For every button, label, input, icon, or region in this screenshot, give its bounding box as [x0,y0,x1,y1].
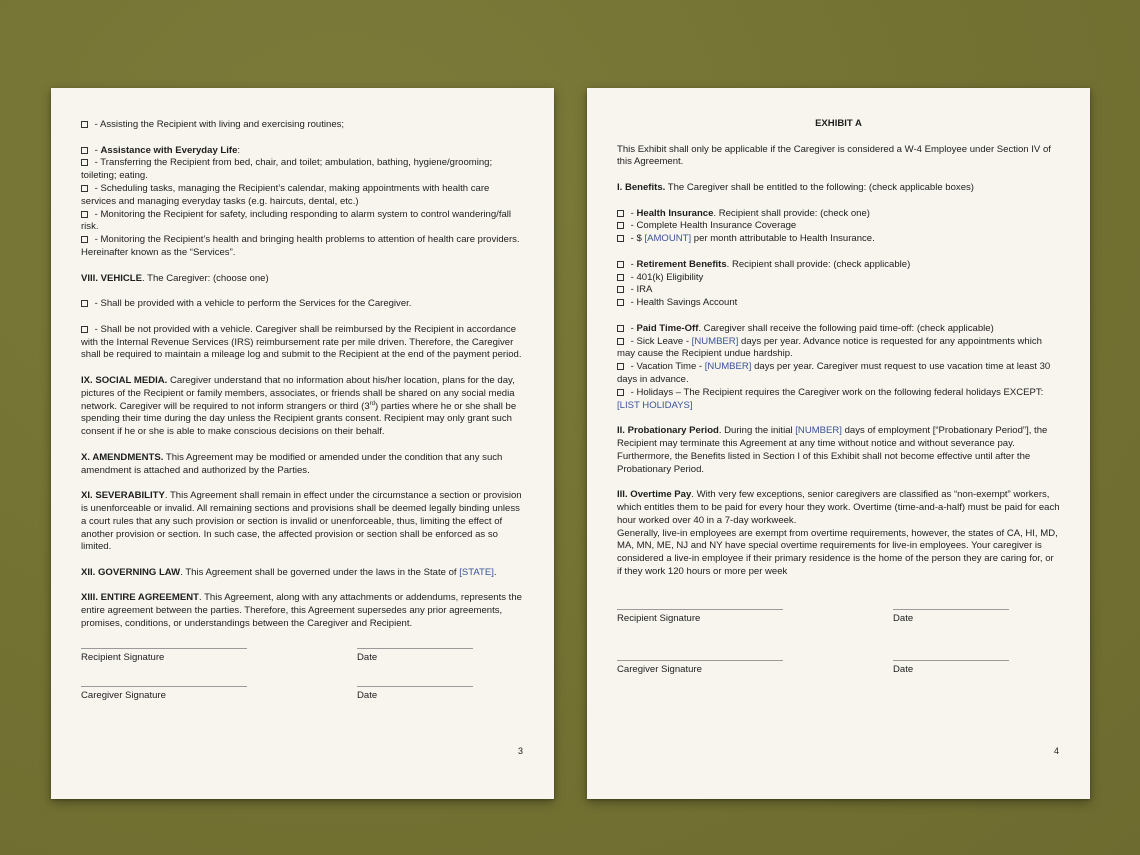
checkbox[interactable] [617,235,624,242]
signature-line[interactable] [617,660,783,661]
pto-option-holidays: - Holidays – The Recipient requires the Caregiver work on the following federal holidays EXCEPT: [LIST HOLIDAYS] [617,386,1044,411]
signature-row-recipient [617,609,1060,660]
date-label: Date [893,663,914,675]
signature-row-caregiver [81,686,524,726]
page-number: 3 [517,746,523,757]
checkbox[interactable] [81,326,88,333]
health-option-complete: - Complete Health Insurance Coverage [617,220,1060,233]
page-number: 4 [1053,746,1059,757]
checkbox[interactable] [81,121,88,128]
document-page-4 [587,88,1090,799]
checkbox[interactable] [81,211,88,218]
section-amendments: X. AMENDMENTS. This Agreement may be modified or amended under the condition that any such amendment is attached and authorized by the Parties. [81,451,503,476]
section-benefits: I. Benefits. The Caregiver shall be entitled to the following: (check applicable boxes) [617,181,974,193]
retirement-option-401k: - 401(k) Eligibility [617,272,1060,285]
checkbox[interactable] [617,286,624,293]
checkbox[interactable] [81,236,88,243]
signature-label: Caregiver Signature [81,689,166,701]
checkbox[interactable] [617,222,624,229]
number-placeholder[interactable]: [NUMBER] [691,335,739,347]
retirement-option-hsa: - Health Savings Account [617,297,1060,310]
service-item-monitor-safety: - Monitoring the Recipient for safety, including responding to alarm system to control wandering/fall risk. [81,208,512,233]
date-line[interactable] [893,609,1009,610]
vehicle-option-provided: - Shall be provided with a vehicle to perform the Services for the Caregiver. [81,298,524,311]
services-definition: Hereinafter known as the “Services”. [81,246,236,258]
document-page-3 [51,88,554,799]
signature-line[interactable] [81,686,247,687]
signature-row-caregiver [617,660,1060,700]
benefit-retirement-heading: - Retirement Benefits. Recipient shall provide: (check applicable) [617,259,1060,272]
section-overtime-pay: III. Overtime Pay. With very few exceptions, senior caregivers are classified as “non-exempt” workers, which entitles them to be paid for every hour they work. Overtime (time-and-a-half) must be paid for each hour worked over 40 in a 7-day workweek. [617,489,1060,526]
checkbox[interactable] [617,299,624,306]
section-vehicle: VIII. VEHICLE. The Caregiver: (choose one) [81,272,269,284]
signature-label: Caregiver Signature [617,663,702,675]
checkbox[interactable] [81,185,88,192]
section-entire-agreement: XIII. ENTIRE AGREEMENT. This Agreement, along with any attachments or addendums, represents the entire agreement between the parties. Therefore, this Agreement supersedes any prior agreements, promises, conditions, or understandings between the Caregiver and Recipient. [81,592,522,630]
health-option-amount: - $ [AMOUNT] per month attributable to Health Insurance. [617,233,1060,246]
checkbox[interactable] [617,274,624,281]
checkbox[interactable] [81,159,88,166]
signature-line[interactable] [81,648,247,649]
service-item-scheduling: - Scheduling tasks, managing the Recipient’s calendar, making appointments with health care services and managing everyday tasks (e.g. haircuts, dental, etc.) [81,182,490,207]
pto-option-sick-leave: - Sick Leave - [NUMBER] days per year. Advance notice is requested for any appointments which may cause the Recipient undue hardship. [617,335,1042,360]
checkbox[interactable] [617,325,624,332]
service-heading-everyday: - Assistance with Everyday Life: [81,145,524,158]
checkbox[interactable] [617,210,624,217]
amount-placeholder[interactable]: [AMOUNT] [644,233,692,245]
exhibit-intro: This Exhibit shall only be applicable if the Caregiver is considered a W-4 Employee under Section IV of this Agreement. [617,143,1051,168]
date-label: Date [357,651,378,663]
signature-line[interactable] [617,609,783,610]
checkbox[interactable] [81,147,88,154]
holidays-placeholder[interactable]: [LIST HOLIDAYS] [617,399,693,411]
number-placeholder[interactable]: [NUMBER] [704,361,752,373]
date-label: Date [357,689,378,701]
section-severability: XI. SEVERABILITY. This Agreement shall remain in effect under the circumstance a section or provision is unenforceable or invalid. All remaining sections and provisions shall be deemed legally binding unless a court rules that any such provision or section is invalid or unenforceable, thus, limiting the effect of another provision or section. In such case, the affected provision or section shall be enforced as so limited. [81,490,522,553]
date-line[interactable] [893,660,1009,661]
checkbox[interactable] [617,363,624,370]
signature-label: Recipient Signature [617,612,701,624]
state-placeholder[interactable]: [STATE] [459,566,494,578]
number-placeholder[interactable]: [NUMBER] [795,425,842,437]
vehicle-option-not-provided: - Shall be not provided with a vehicle. Caregiver shall be reimbursed by the Recipient in accordance with the Internal Revenue Services (IRS) reimbursement rate per mile driven. Therefore, the Caregiver shall be required to maintain a mileage log and submit to the Recipient at the end of the payment period. [81,323,522,361]
signature-label: Recipient Signature [81,651,165,663]
retirement-option-ira: - IRA [617,284,1060,297]
benefit-pto-heading: - Paid Time-Off. Caregiver shall receive the following paid time-off: (check applicable) [617,323,1060,336]
service-item-monitor-health: - Monitoring the Recipient’s health and bringing health problems to attention of health care providers. [81,234,524,247]
checkbox[interactable] [617,389,624,396]
section-probationary-period: II. Probationary Period. During the initial [NUMBER] days of employment [“Probationary Period”], the Recipient may terminate this Agreement at any time without notice and without severance pay. Furthermore, the Benefits listed in Section I of this Exhibit shall not become effective until after the Probationary Period. [617,425,1048,475]
section-governing-law: XII. GOVERNING LAW. This Agreement shall be governed under the laws in the State of [STATE]. [81,566,497,578]
date-label: Date [893,612,914,624]
checkbox[interactable] [81,300,88,307]
service-item-transfer: - Transferring the Recipient from bed, chair, and toilet; ambulation, bathing, hygiene/grooming; toileting; eating. [81,157,493,182]
pto-option-vacation: - Vacation Time - [NUMBER] days per year. Caregiver must request to use vacation time at least 30 days in advance. [617,361,1051,385]
checkbox[interactable] [617,338,624,345]
signature-row-recipient [81,648,524,688]
checkbox[interactable] [617,261,624,268]
date-line[interactable] [357,648,473,649]
service-item-assist-living: - Assisting the Recipient with living and exercising routines; [81,119,524,132]
section-social-media: IX. SOCIAL MEDIA. Caregiver understand that no information about his/her location, plans for the day, pictures of the Recipient or family members, associates, or friends shall be shared on any social media network. Caregiver will be required to not inform strangers or third (3rd) parties where he or she shall be spending their time during the day unless the Recipient grants consent. Recipient may only grant such consent if he or she is able to make conscious decisions on their behalf. [81,374,517,438]
overtime-live-in: Generally, live-in employees are exempt from overtime requirements, however, the states of CA, HI, MD, MA, MN, ME, NJ and NY have special overtime requirements for live-in employees. Your caregiver is considered a live-in employee if their primary residence is the home of the person they are caring for, or if they work 120 hours or more per week [617,527,1058,577]
benefit-health-heading: - Health Insurance. Recipient shall provide: (check one) [617,208,1060,221]
exhibit-title: EXHIBIT A [815,118,862,129]
date-line[interactable] [357,686,473,687]
